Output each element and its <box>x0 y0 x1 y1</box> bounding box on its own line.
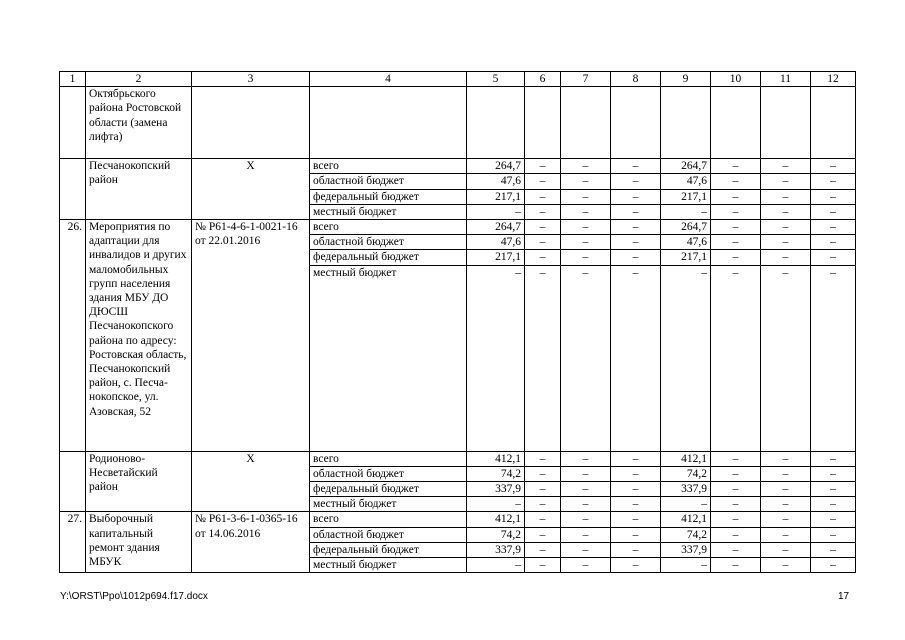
value-cell: – <box>525 527 561 542</box>
value-cell: – <box>761 497 811 512</box>
value-cell: – <box>761 235 811 250</box>
value-cell: – <box>711 558 761 573</box>
funding-source-cell: областной бюджет <box>310 466 467 481</box>
value-cell: – <box>467 265 525 451</box>
value-cell: – <box>525 497 561 512</box>
value-cell: – <box>811 451 856 466</box>
value-cell: – <box>811 466 856 481</box>
header-row <box>60 72 856 87</box>
value-cell: – <box>761 250 811 265</box>
value-cell: – <box>811 558 856 573</box>
table-body <box>60 72 856 573</box>
value-cell: – <box>811 512 856 527</box>
value-cell: – <box>711 159 761 174</box>
value-cell: – <box>711 220 761 235</box>
table-row <box>60 159 856 174</box>
value-cell: – <box>761 189 811 204</box>
value-cell: – <box>811 235 856 250</box>
value-cell: – <box>711 497 761 512</box>
value-cell: 264,7 <box>661 159 711 174</box>
value-cell: 217,1 <box>661 189 711 204</box>
file-path: Y:\ORST\Ppo\1012p694.f17.docx <box>60 591 208 602</box>
table-row <box>60 451 856 466</box>
value-cell: – <box>525 235 561 250</box>
value-cell: – <box>525 558 561 573</box>
object-name-cell: Октябрьского района Ростовской области (замена лифта) <box>86 87 192 159</box>
value-cell: 412,1 <box>661 451 711 466</box>
value-cell: – <box>467 558 525 573</box>
value-cell: – <box>611 542 661 557</box>
value-cell: 47,6 <box>467 174 525 189</box>
header-cell: 6 <box>525 72 561 87</box>
value-cell: – <box>561 265 611 451</box>
value-cell: – <box>611 512 661 527</box>
value-cell: 47,6 <box>467 235 525 250</box>
value-cell: 264,7 <box>467 220 525 235</box>
value-cell: – <box>611 558 661 573</box>
value-cell: – <box>561 558 611 573</box>
value-cell <box>611 87 661 159</box>
value-cell: – <box>611 159 661 174</box>
value-cell: – <box>811 527 856 542</box>
value-cell <box>467 87 525 159</box>
value-cell: – <box>525 451 561 466</box>
value-cell: 74,2 <box>661 527 711 542</box>
header-cell: 3 <box>192 72 310 87</box>
value-cell: 412,1 <box>467 512 525 527</box>
value-cell: – <box>661 204 711 219</box>
value-cell: – <box>761 174 811 189</box>
value-cell <box>561 87 611 159</box>
value-cell: – <box>611 451 661 466</box>
funding-source-cell: местный бюджет <box>310 558 467 573</box>
funding-source-cell: местный бюджет <box>310 204 467 219</box>
value-cell: 337,9 <box>661 542 711 557</box>
value-cell: – <box>761 542 811 557</box>
funding-source-cell: областной бюджет <box>310 235 467 250</box>
value-cell: – <box>525 220 561 235</box>
value-cell: – <box>711 466 761 481</box>
header-cell: 5 <box>467 72 525 87</box>
value-cell: – <box>525 189 561 204</box>
row-number-cell: 26. <box>60 220 86 452</box>
value-cell: – <box>811 189 856 204</box>
funding-source-cell <box>310 87 467 159</box>
value-cell: – <box>611 265 661 451</box>
value-cell: – <box>711 451 761 466</box>
value-cell: – <box>811 497 856 512</box>
value-cell: – <box>525 204 561 219</box>
value-cell: – <box>611 204 661 219</box>
header-cell: 9 <box>661 72 711 87</box>
value-cell: – <box>761 512 811 527</box>
value-cell: – <box>525 174 561 189</box>
value-cell: – <box>525 250 561 265</box>
table-row <box>60 512 856 527</box>
value-cell: – <box>611 189 661 204</box>
funding-source-cell: федеральный бюджет <box>310 189 467 204</box>
agreement-cell: № Р61-4-6-1-0021-16 от 22.01.2016 <box>192 220 310 452</box>
value-cell: – <box>711 265 761 451</box>
value-cell: – <box>811 482 856 497</box>
value-cell: 337,9 <box>467 542 525 557</box>
value-cell: – <box>761 466 811 481</box>
header-cell: 1 <box>60 72 86 87</box>
value-cell: 264,7 <box>467 159 525 174</box>
value-cell: – <box>661 265 711 451</box>
value-cell: 74,2 <box>467 527 525 542</box>
table-row <box>60 220 856 235</box>
object-name-cell: Мероприятия по адаптации для инвалидов и других маломобильных групп населения здания МБУ ДО ДЮСШ Песчанокопского района по адресу: Ростовская область, Песчанокопский район, с. Песча-нокопское, ул. Азовская, 52 <box>86 220 192 452</box>
page-number: 17 <box>838 591 850 602</box>
value-cell: – <box>811 174 856 189</box>
row-number-cell <box>60 451 86 512</box>
value-cell: – <box>761 527 811 542</box>
value-cell: – <box>561 220 611 235</box>
row-number-cell <box>60 87 86 159</box>
value-cell: – <box>561 451 611 466</box>
funding-source-cell: федеральный бюджет <box>310 482 467 497</box>
value-cell: – <box>525 482 561 497</box>
value-cell: – <box>611 250 661 265</box>
budget-table <box>59 71 856 573</box>
value-cell: – <box>611 482 661 497</box>
value-cell: – <box>711 204 761 219</box>
value-cell: – <box>611 220 661 235</box>
value-cell: – <box>711 512 761 527</box>
value-cell: – <box>761 159 811 174</box>
value-cell: – <box>761 451 811 466</box>
value-cell: – <box>811 542 856 557</box>
value-cell: – <box>561 189 611 204</box>
funding-source-cell: областной бюджет <box>310 174 467 189</box>
value-cell: – <box>525 542 561 557</box>
table-row <box>60 87 856 159</box>
value-cell: – <box>761 204 811 219</box>
value-cell: 412,1 <box>467 451 525 466</box>
value-cell: – <box>561 466 611 481</box>
value-cell: – <box>611 466 661 481</box>
funding-source-cell: федеральный бюджет <box>310 250 467 265</box>
header-cell: 10 <box>711 72 761 87</box>
value-cell: 337,9 <box>661 482 711 497</box>
value-cell: 217,1 <box>467 250 525 265</box>
header-cell: 11 <box>761 72 811 87</box>
object-name-cell: Родионово-Несветайский район <box>86 451 192 512</box>
value-cell: – <box>611 235 661 250</box>
header-cell: 7 <box>561 72 611 87</box>
value-cell <box>811 87 856 159</box>
value-cell: – <box>711 250 761 265</box>
value-cell: – <box>761 220 811 235</box>
value-cell: – <box>711 189 761 204</box>
value-cell: 47,6 <box>661 174 711 189</box>
value-cell: – <box>761 482 811 497</box>
value-cell: – <box>811 159 856 174</box>
value-cell: – <box>761 265 811 451</box>
value-cell: – <box>811 220 856 235</box>
value-cell: – <box>711 482 761 497</box>
value-cell: – <box>661 497 711 512</box>
value-cell: – <box>711 174 761 189</box>
value-cell: 412,1 <box>661 512 711 527</box>
row-number-cell <box>60 159 86 220</box>
value-cell <box>761 87 811 159</box>
funding-source-cell: всего <box>310 220 467 235</box>
funding-source-cell: местный бюджет <box>310 497 467 512</box>
value-cell: – <box>561 542 611 557</box>
value-cell: – <box>525 265 561 451</box>
funding-source-cell: областной бюджет <box>310 527 467 542</box>
value-cell: 217,1 <box>467 189 525 204</box>
agreement-cell: Х <box>192 159 310 220</box>
agreement-cell: Х <box>192 451 310 512</box>
funding-source-cell: местный бюджет <box>310 265 467 451</box>
value-cell: 217,1 <box>661 250 711 265</box>
agreement-cell: № Р61-3-6-1-0365-16 от 14.06.2016 <box>192 512 310 573</box>
value-cell: – <box>467 204 525 219</box>
value-cell: – <box>811 265 856 451</box>
value-cell: – <box>661 558 711 573</box>
value-cell: 74,2 <box>661 466 711 481</box>
value-cell: – <box>561 512 611 527</box>
value-cell: – <box>611 527 661 542</box>
value-cell: – <box>561 527 611 542</box>
object-name-cell: Песчанокопский район <box>86 159 192 220</box>
value-cell: – <box>525 466 561 481</box>
value-cell: – <box>761 558 811 573</box>
row-number-cell: 27. <box>60 512 86 573</box>
object-name-cell: Выборочный капитальный ремонт здания МБУК <box>86 512 192 573</box>
value-cell: – <box>561 250 611 265</box>
value-cell: – <box>711 542 761 557</box>
value-cell: – <box>561 204 611 219</box>
value-cell: – <box>611 497 661 512</box>
value-cell <box>525 87 561 159</box>
value-cell: – <box>525 159 561 174</box>
header-cell: 4 <box>310 72 467 87</box>
funding-source-cell: всего <box>310 159 467 174</box>
value-cell: – <box>561 482 611 497</box>
value-cell: – <box>811 204 856 219</box>
funding-source-cell: всего <box>310 451 467 466</box>
value-cell: 337,9 <box>467 482 525 497</box>
value-cell: – <box>811 250 856 265</box>
value-cell <box>661 87 711 159</box>
value-cell: – <box>711 235 761 250</box>
funding-source-cell: федеральный бюджет <box>310 542 467 557</box>
header-cell: 2 <box>86 72 192 87</box>
value-cell: – <box>561 235 611 250</box>
value-cell: – <box>525 512 561 527</box>
value-cell <box>711 87 761 159</box>
value-cell: – <box>561 497 611 512</box>
value-cell: 264,7 <box>661 220 711 235</box>
value-cell: 47,6 <box>661 235 711 250</box>
value-cell: – <box>561 174 611 189</box>
value-cell: – <box>467 497 525 512</box>
funding-source-cell: всего <box>310 512 467 527</box>
value-cell: – <box>611 174 661 189</box>
header-cell: 8 <box>611 72 661 87</box>
agreement-cell <box>192 87 310 159</box>
header-cell: 12 <box>811 72 856 87</box>
value-cell: – <box>561 159 611 174</box>
value-cell: – <box>711 527 761 542</box>
value-cell: 74,2 <box>467 466 525 481</box>
